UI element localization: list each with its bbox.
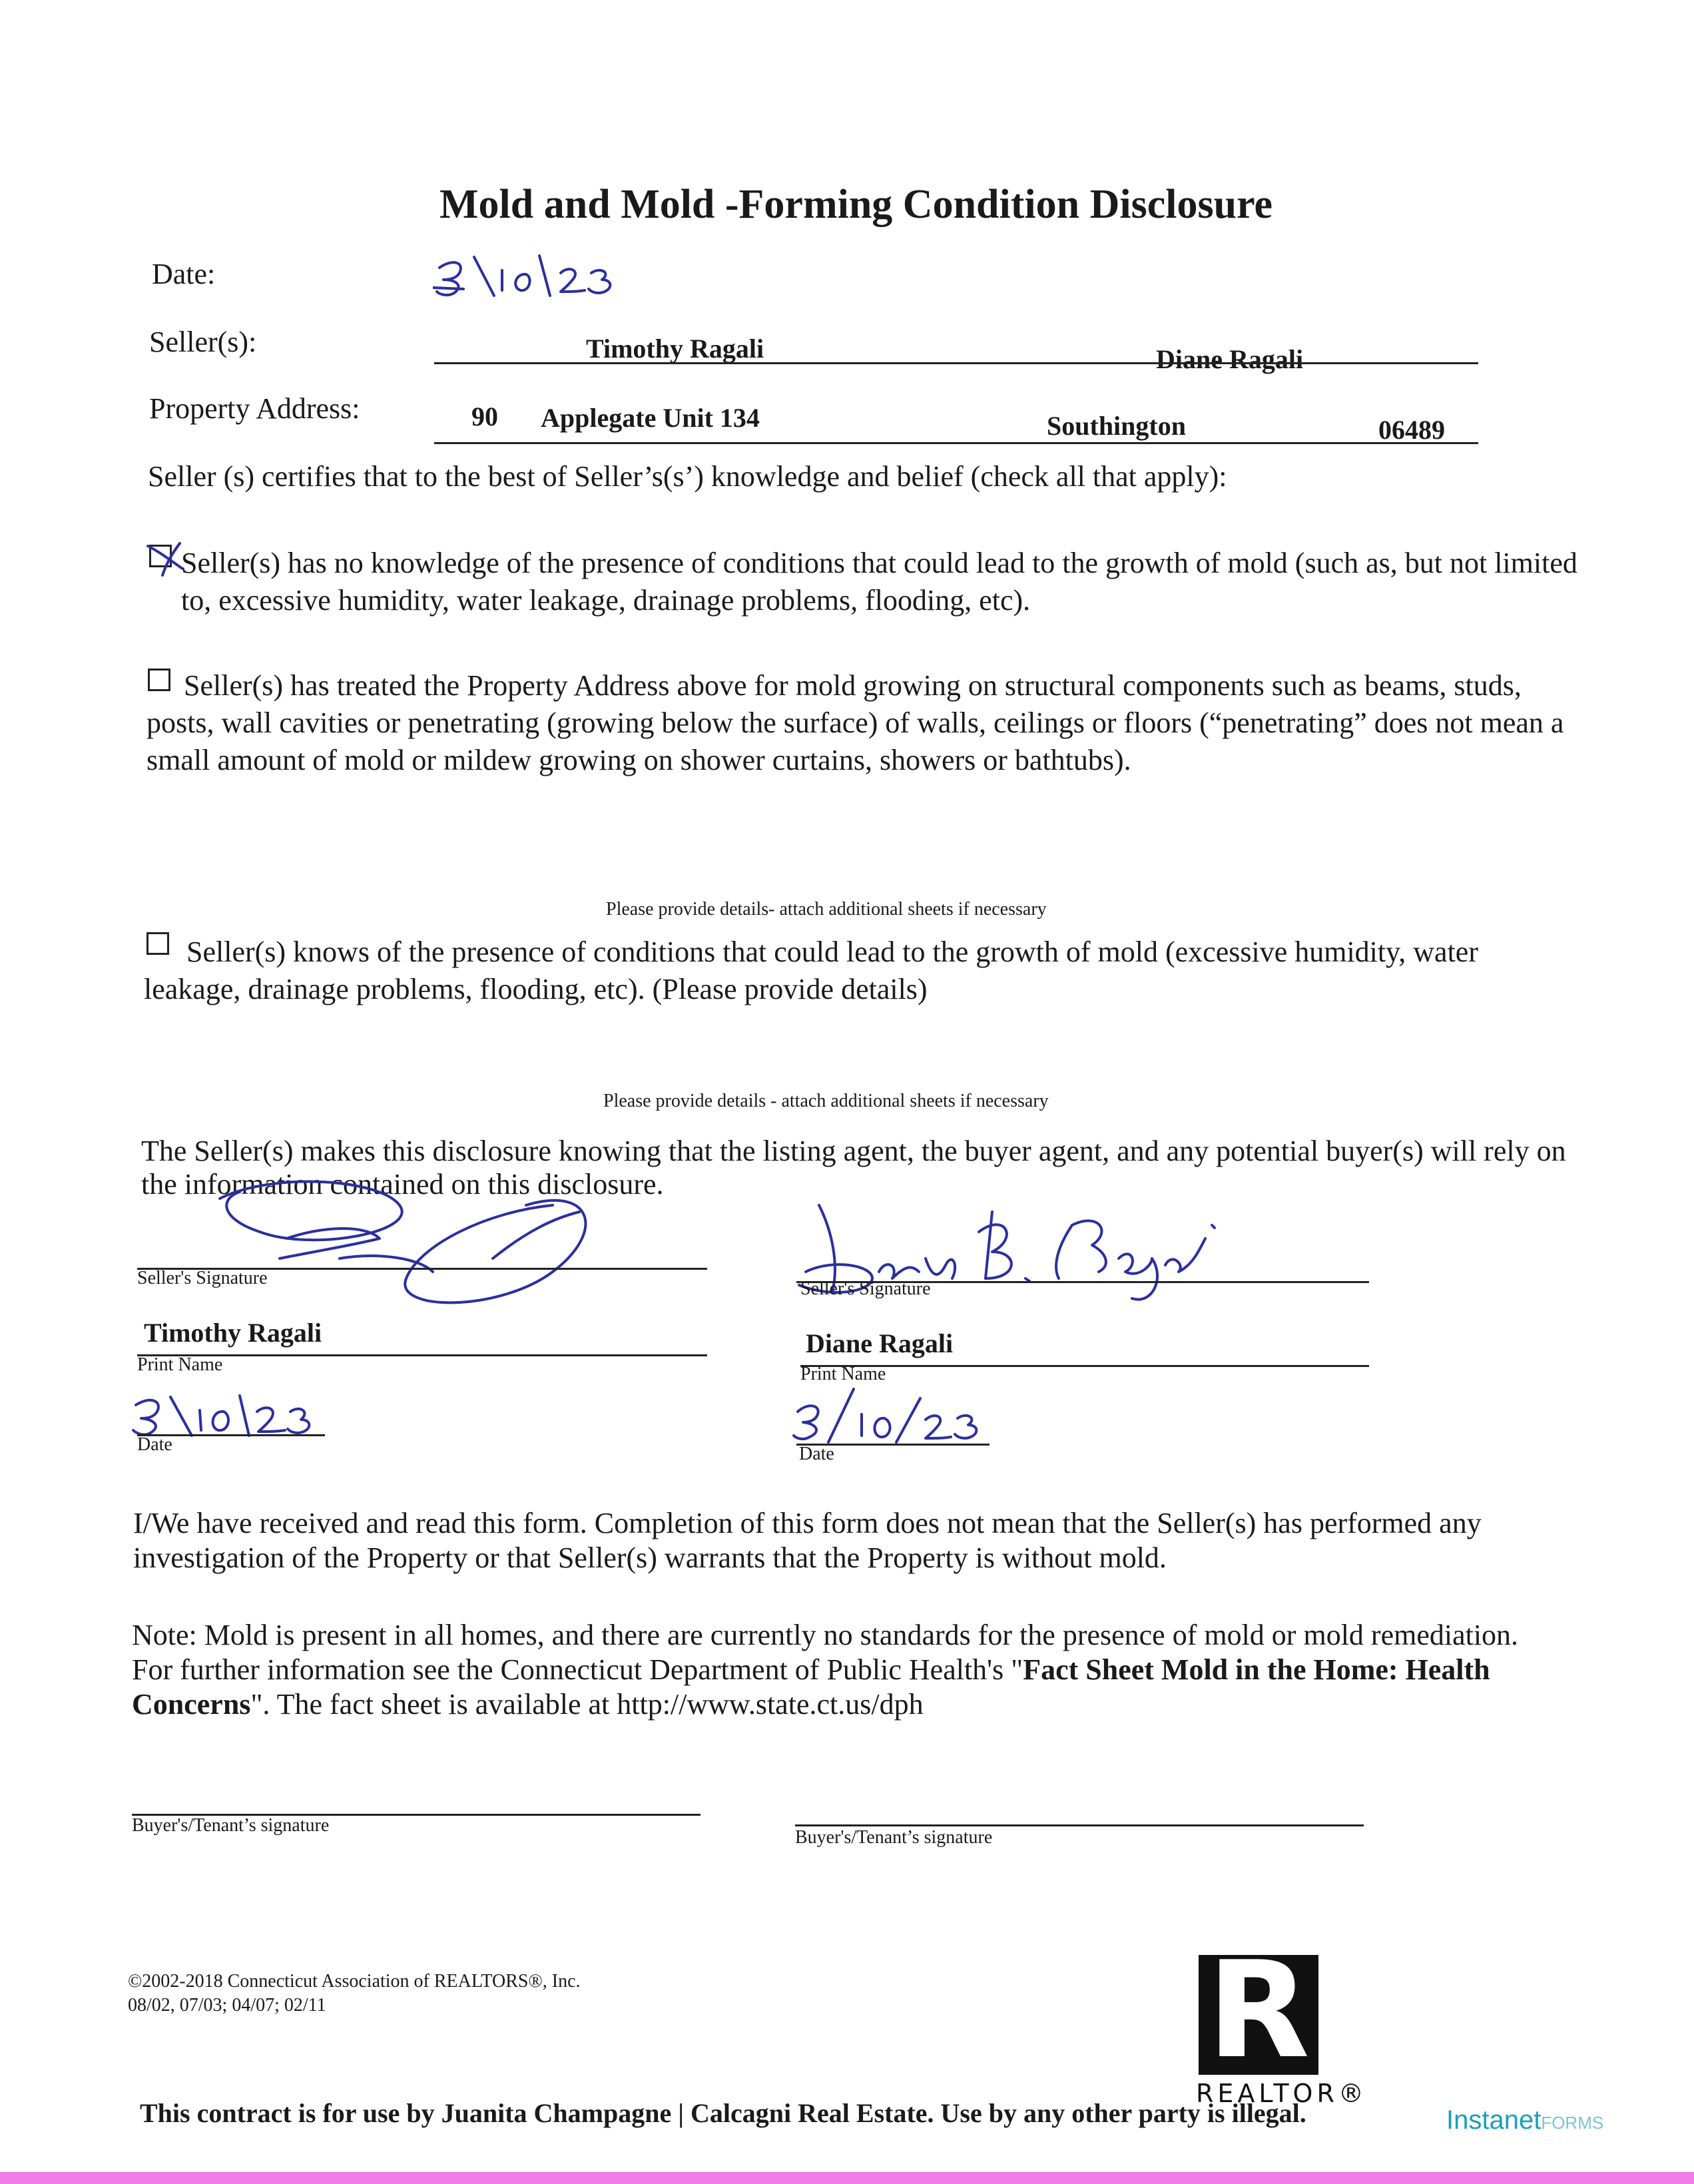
sellers-label: Seller(s): [149,326,257,358]
buyer2-signature-line [795,1824,1364,1826]
instanet-forms-suffix: FORMS [1541,2113,1604,2133]
mold-note [132,1618,1563,1722]
option-3-text: Seller(s) knows of the presence of conditions that could lead to the growth of mold (excessive humidity, water leakage, drainage problems, flooding, etc). (Please provide details) [144,936,1478,1005]
buyer1-signature-label: Buyer's/Tenant’s signature [132,1815,330,1836]
seller2-signature-label: Seller's Signature [800,1278,931,1299]
seller2-print-name-label: Print Name [800,1364,886,1384]
seller1-print-name-label: Print Name [137,1354,223,1375]
mold-note-prefix: Note: Mold is present in all homes, and there are currently no standards for the presence of mold or mold remediation. For further information see the Connecticut Department of Public Health's " [132,1619,1519,1686]
copyright-line-1: ©2002-2018 Connecticut Association of REALTORS®, Inc. [128,1971,581,1992]
instanet-forms-logo [1446,2105,1603,2135]
handwritten-date-header [433,253,633,300]
reliance-statement: The Seller(s) makes this disclosure knowing that the listing agent, the buyer agent, and any potential buyer(s) will rely on the information contained on this disclosure. [141,1135,1566,1201]
seller2-print-name: Diane Ragali [806,1328,954,1358]
mold-note-fact-sheet: Fact Sheet Mold in the Home: Health Concerns [132,1653,1490,1721]
sellers-underline [434,362,1478,364]
property-address-label: Property Address: [149,392,360,425]
address-zip: 06489 [1378,415,1445,445]
address-number: 90 [471,402,498,431]
option-1-text [181,545,1579,619]
seller2-handwritten-date [790,1385,989,1452]
received-statement: I/We have received and read this form. Completion of this form does not mean that the Seller(s) has performed any investigation of the Property or that Seller(s) warrants that the Property is without mold. [133,1507,1482,1574]
address-city: Southington [1047,411,1186,441]
seller1-date-label: Date [137,1434,172,1455]
seller1-signature-scribble [180,1159,633,1318]
option-2-text: Seller(s) has treated the Property Address above for mold growing on structural components such as beams, studs, posts, wall cavities or penetrating (growing below the surface) of walls, ceilings or floors (“penetrating” does not mean a small amount of mold or mildew growing on shower curtains, showers or bathtubs). [146,669,1564,776]
seller1-signature-label: Seller's Signature [137,1268,268,1288]
mold-note-suffix: ". The fact sheet is available at http://www.state.ct.us/dph [250,1688,924,1721]
realtor-logo-text: REALTOR® [1196,2079,1368,2108]
instanet-brand: Instanet [1446,2105,1542,2135]
option-1-label: Seller(s) has no knowledge of the presence of conditions that could lead to the growth of mold (such as, but not limited to, excessive humidity, water leakage, drainage problems, flooding, etc). [181,547,1577,617]
buyer2-signature-label: Buyer's/Tenant’s signature [795,1827,993,1848]
footer-bar [0,2172,1694,2184]
realtor-logo-r-icon: R [1207,1933,1310,2088]
details-note-1: Please provide details- attach additional sheets if necessary [606,899,1047,920]
page-title: Mold and Mold -Forming Condition Disclosure [439,182,1273,227]
copyright-line-2: 08/02, 07/03; 04/07; 02/11 [128,1995,326,2016]
footer-usage-notice: This contract is for use by Juanita Champagne | Calcagni Real Estate. Use by any other party is illegal. [140,2098,1306,2128]
seller1-print-name: Timothy Ragali [144,1318,322,1348]
certify-statement: Seller (s) certifies that to the best of Seller’s(s’) knowledge and belief (check all that apply): [148,460,1227,493]
seller2-name-field: Diane Ragali [1156,344,1304,374]
address-underline [434,442,1478,444]
details-note-2: Please provide details - attach additional sheets if necessary [603,1091,1049,1111]
seller1-name-field: Timothy Ragali [586,334,764,364]
address-street: Applegate Unit 134 [541,403,760,433]
seller1-print-name-line [137,1354,707,1356]
date-label: Date: [152,258,216,290]
seller2-date-label: Date [799,1444,834,1464]
